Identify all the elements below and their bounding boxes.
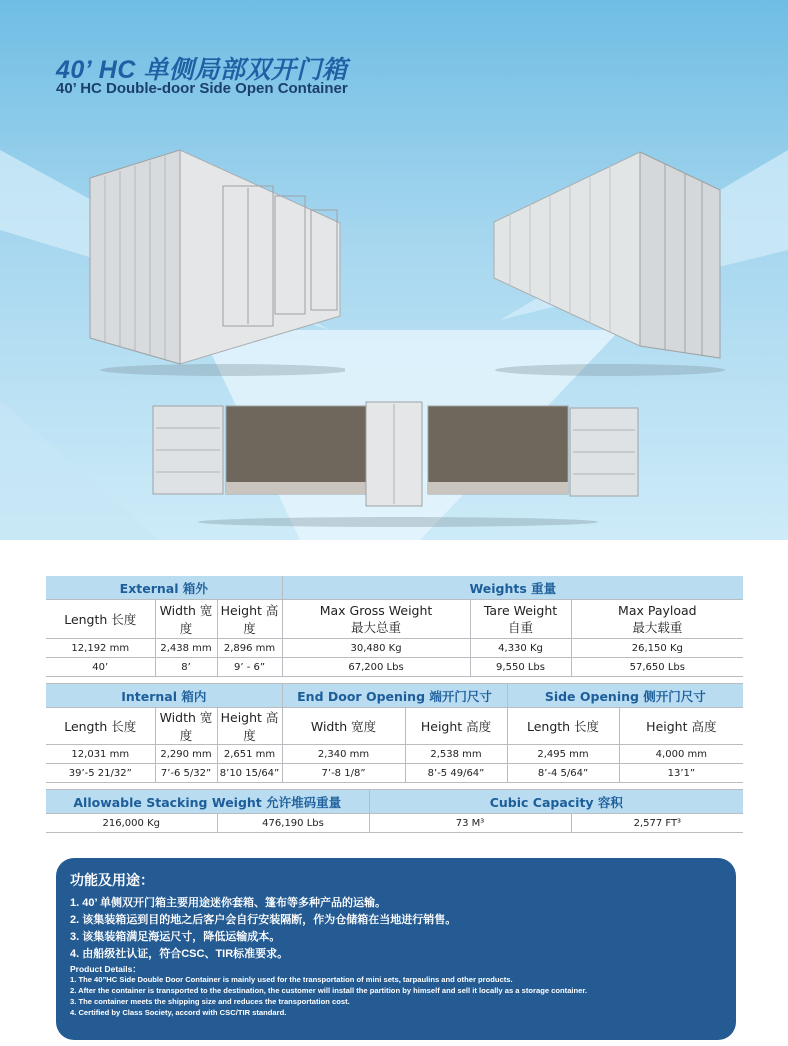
details-en-item-4: 4. Certified by Class Society, accord with CSC/TIR standard. [70, 1008, 287, 1017]
usage-cn-item-1: 1. 40’ 单侧双开门箱主要用途迷你套箱、篷布等多种产品的运输。 [70, 897, 386, 909]
details-en-item-3: 3. The container meets the shipping size and reduces the transportation cost. [70, 997, 350, 1006]
usage-cn-item-2: 2. 该集装箱运到目的地之后客户会自行安装隔断，作为仓储箱在当地进行销售。 [70, 914, 457, 926]
side-opening-section-label: Side Opening 侧开门尺寸 [507, 684, 743, 708]
usage-cn-item-4: 4. 由船级社认证，符合CSC、TIR标准要求。 [70, 948, 289, 960]
table-row: 216,000 Kg 476,190 Lbs 73 M³ 2,577 FT³ [46, 814, 743, 833]
spec-table [46, 576, 743, 833]
external-section-label: External 箱外 [46, 576, 282, 600]
section-row-stacking-cubic [46, 790, 743, 814]
table-row: 12,031 mm 2,290 mm 2,651 mm 2,340 mm 2,538 mm 2,495 mm 4,000 mm [46, 745, 743, 764]
usage-cn-item-3: 3. 该集装箱满足海运尺寸，降低运输成本。 [70, 931, 281, 943]
container-photo-left [85, 148, 345, 378]
table-row: 40’ 8’ 9’ - 6” 67,200 Lbs 9,550 Lbs 57,650 Lbs [46, 658, 743, 677]
page-title-cn: 40’ HC 单侧局部双开门箱 [56, 56, 348, 84]
weights-section-label: Weights 重量 [282, 576, 743, 600]
section-row-internal [46, 684, 743, 708]
end-door-section-label: End Door Opening 端开门尺寸 [282, 684, 507, 708]
usage-heading: 功能及用途： [70, 872, 154, 888]
internal-section-label: Internal 箱内 [46, 684, 282, 708]
payload-header: Max Payload 最大载重 [571, 600, 743, 639]
ext-height-header: Height 高度 [217, 600, 282, 639]
table-row: 39’-5 21/32” 7’-6 5/32” 8’10 15/64” 7’-8 1/8” 8’-5 49/64” 8’-4 5/64” 13’1” [46, 764, 743, 783]
tare-header: Tare Weight 自重 [470, 600, 571, 639]
header-row-external [46, 600, 743, 639]
cubic-section-label: Cubic Capacity 容积 [369, 790, 743, 814]
page-title-en: 40’ HC Double-door Side Open Container [56, 80, 348, 97]
ext-width-header: Width 宽度 [155, 600, 217, 639]
details-en-item-2: 2. After the container is transported to the destination, the customer will install the partition by himself and sell it locally as a storage container. [70, 986, 588, 995]
section-row-external-weights [46, 576, 743, 600]
container-photo-right [490, 150, 726, 380]
stacking-section-label: Allowable Stacking Weight 允许堆码重量 [46, 790, 369, 814]
max-gross-header: Max Gross Weight 最大总重 [282, 600, 470, 639]
header-row-internal: Length 长度 Width 宽度 Height 高度 Width 宽度 Height 高度 Length 长度 Height 高度 [46, 708, 743, 745]
ext-length-header: Length 长度 [46, 600, 155, 639]
details-en-item-1: 1. The 40”HC Side Double Door Container is mainly used for the transportation of mini sets, tarpaulins and other products. [70, 975, 513, 984]
table-row: 12,192 mm 2,438 mm 2,896 mm 30,480 Kg 4,330 Kg 26,150 Kg [46, 639, 743, 658]
product-details-label: Product Details： [70, 964, 141, 974]
usage-info-panel [56, 858, 736, 1040]
container-photo-open [148, 398, 642, 528]
